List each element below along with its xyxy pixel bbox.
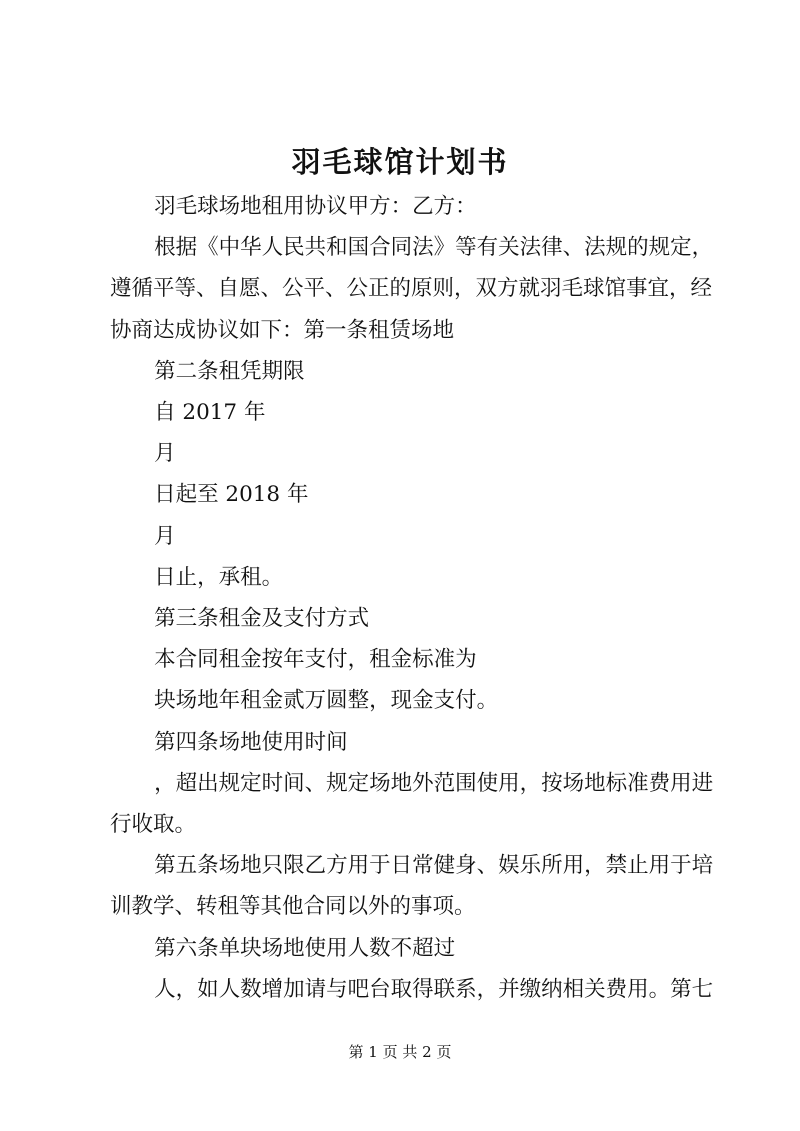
paragraph-2: 根据《中华人民共和国合同法》等有关法律、法规的规定，遵循平等、自愿、公平、公正的原则，双方就羽毛球馆事宜，经协商达成协议如下：第一条租赁场地	[110, 235, 714, 343]
document-body	[110, 186, 716, 1010]
paragraph-7: 月	[154, 523, 176, 549]
paragraph-11: 块场地年租金贰万圆整，现金支付。	[154, 688, 499, 714]
document-title: 羽毛球馆计划书	[291, 145, 509, 179]
paragraph-1: 羽毛球场地租用协议甲方：乙方：	[154, 194, 477, 219]
paragraph-8: 日止，承租。	[154, 564, 284, 590]
page-footer: 第 1 页 共 2 页	[348, 1043, 452, 1061]
paragraph-14: 第五条场地只限乙方用于日常健身、娱乐所用，禁止用于培训教学、转租等其他合同以外的事项。	[110, 853, 714, 920]
paragraph-4: 自 2017 年	[154, 400, 266, 426]
paragraph-10: 本合同租金按年支付，租金标准为	[154, 647, 477, 673]
paragraph-6: 日起至 2018 年	[154, 482, 309, 508]
paragraph-16: 人，如人数增加请与吧台取得联系，并缴纳相关费用。第七	[154, 976, 714, 1002]
paragraph-13: ，超出规定时间、规定场地外范围使用，按场地标准费用进行收取。	[110, 770, 714, 838]
paragraph-9: 第三条租金及支付方式	[154, 606, 370, 632]
paragraph-12: 第四条场地使用时间	[154, 729, 348, 755]
paragraph-15: 第六条单块场地使用人数不超过	[154, 935, 456, 961]
paragraph-3: 第二条租凭期限	[154, 358, 305, 384]
paragraph-5: 月	[154, 441, 176, 467]
